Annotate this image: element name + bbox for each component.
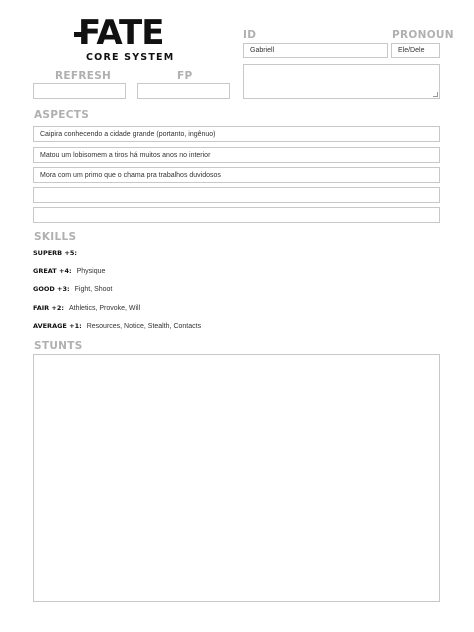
aspect-field-4[interactable]: [33, 187, 440, 203]
aspect-text: Mora com um primo que o chama pra trabalhos duvidosos: [40, 171, 221, 179]
aspect-text: Caipira conhecendo a cidade grande (portanto, ingênuo): [40, 130, 216, 138]
fate-logo: [74, 13, 186, 68]
skill-row-superb: [33, 249, 82, 257]
skill-row-fair: [33, 304, 140, 312]
skill-row-good: [33, 285, 112, 293]
name-field[interactable]: [243, 43, 388, 58]
description-textarea[interactable]: [243, 64, 440, 99]
pronoun-value: Ele/Dele: [398, 47, 425, 54]
fp-heading: FP: [177, 70, 193, 82]
name-value: Gabriell: [250, 47, 275, 54]
resize-handle-icon[interactable]: [433, 92, 438, 97]
aspect-field-1[interactable]: [33, 126, 440, 142]
refresh-field[interactable]: [33, 83, 126, 99]
aspect-field-5[interactable]: [33, 207, 440, 223]
logo-title: FATE: [78, 13, 164, 53]
aspects-heading: ASPECTS: [34, 109, 90, 121]
aspect-text: Matou um lobisomem a tiros há muitos anos no interior: [40, 151, 211, 159]
skill-value[interactable]: Resources, Notice, Stealth, Contacts: [86, 322, 202, 330]
skill-value[interactable]: Physique: [76, 267, 106, 275]
skill-row-great: [33, 267, 105, 275]
pronoun-field[interactable]: [391, 43, 440, 58]
fp-field[interactable]: [137, 83, 230, 99]
skills-heading: SKILLS: [34, 231, 77, 243]
skill-value[interactable]: Athletics, Provoke, Will: [68, 304, 141, 312]
logo-subtitle: CORE SYSTEM: [86, 52, 175, 63]
aspect-field-2[interactable]: [33, 147, 440, 163]
skill-label: SUPERB +5:: [33, 249, 77, 257]
skill-label: GOOD +3:: [33, 285, 70, 293]
pronoun-heading: PRONOUN: [392, 29, 454, 41]
id-heading: ID: [243, 29, 257, 41]
refresh-heading: REFRESH: [55, 70, 112, 82]
skill-row-average: [33, 322, 201, 330]
skill-label: GREAT +4:: [33, 267, 72, 275]
stunts-heading: STUNTS: [34, 340, 83, 352]
skill-label: FAIR +2:: [33, 304, 64, 312]
stunts-textarea[interactable]: [33, 354, 440, 602]
skill-value[interactable]: Fight, Shoot: [74, 285, 113, 293]
aspect-field-3[interactable]: [33, 167, 440, 183]
skill-label: AVERAGE +1:: [33, 322, 82, 330]
